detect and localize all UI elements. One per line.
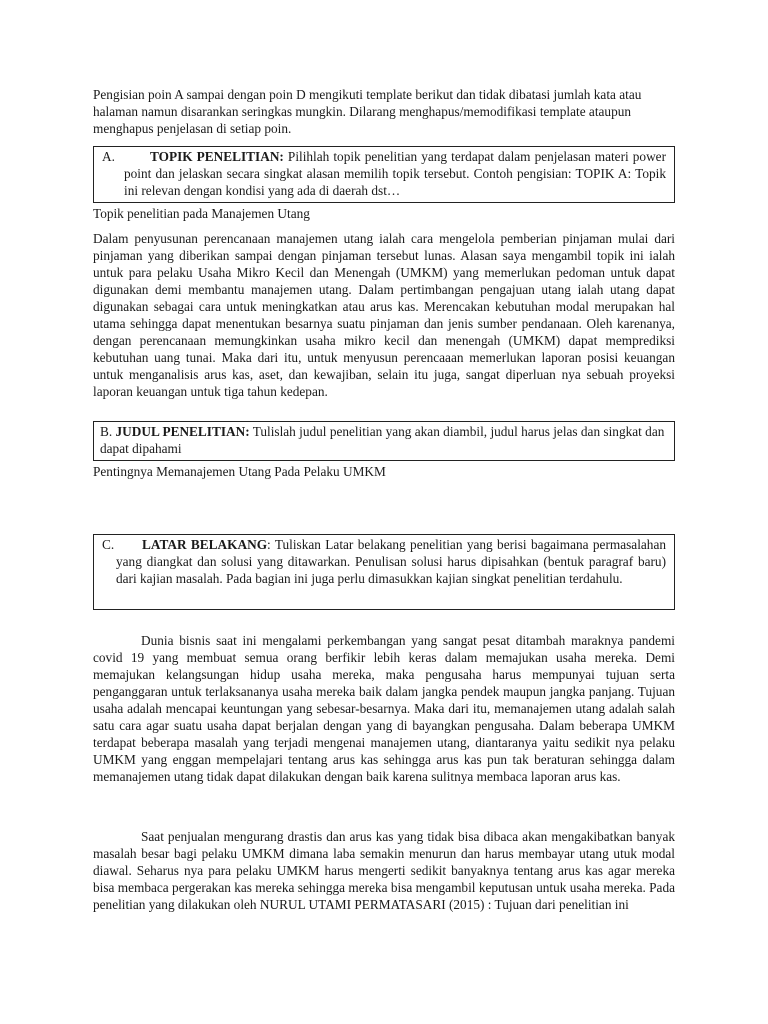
- section-b-box: [93, 421, 675, 461]
- section-b-letter: B.: [100, 424, 113, 439]
- section-c-letter: C.: [102, 537, 115, 552]
- section-a-instruction: Pilihlah topik penelitian yang terdapat dalam penjelasan materi power point dan jelaskan secara singkat alasan memilih topik tersebut. Contoh pengisian: TOPIK A: Topik ini relevan dengan kondisi yang ada di daerah dst…: [124, 149, 666, 198]
- intro-paragraph: Pengisian poin A sampai dengan poin D mengikuti template berikut dan tidak dibatasi jumlah kata atau halaman namun disarankan seringkas mungkin. Dilarang menghapus/memodifikasi template ataupun menghapus penjelasan di setiap poin.: [93, 87, 642, 136]
- section-b-instruction: Tulislah judul penelitian yang akan diambil, judul harus jelas dan singkat dan dapat dipahami: [100, 424, 665, 456]
- section-a-answer-title: Topik penelitian pada Manajemen Utang: [93, 206, 310, 221]
- section-a-box: [93, 146, 675, 203]
- section-c-instruction: : Tuliskan Latar belakang penelitian yang berisi bagaimana permasalahan yang diangkat dan solusi yang ditawarkan. Penulisan solusi harus dipisahkan (bentuk paragraf baru) dari kajian masalah. Pada bagian ini juga perlu dimasukkan kajian singkat penelitian terdahulu.: [116, 537, 667, 586]
- section-a-answer-body: Dalam penyusunan perencanaan manajemen utang ialah cara mengelola pemberian pinjaman mulai dari pinjaman yang diberikan sampai dengan pinjaman tersebut lunas. Alasan saya mengambil topik ini ialah untuk para pelaku Usaha Mikro Kecil dan Menengah (UMKM) yang memerlukan pedoman untuk dapat digunakan demi membantu manajemen utang. Dalam pertimbangan pengajuan utang ialah utang dapat digunakan sebagai cara untuk meningkatkan atau arus kas. Merencakan kebutuhan modal merupakan hal utama sehingga dapat menentukan besarnya suatu pinjaman dan jenis sumber pendanaan. Oleh karenanya, dengan perencanaan memungkinkan usaha mikro kecil dan menengah (UMKM) dapat memprediksi kebutuhan uang tunai. Maka dari itu, untuk menyusun perencaaan memerlukan laporan posisi keuangan untuk menganalisis arus kas, aset, dan kewajiban, selain itu juga, sangat diperluan nya sebuah proyeksi laporan keuangan untuk tiga tahun kedepan.: [93, 231, 675, 399]
- section-c-paragraph-2: Saat penjualan mengurang drastis dan arus kas yang tidak bisa dibaca akan mengakibatkan banyak masalah besar bagi pelaku UMKM dimana laba semakin menurun dan harus membayar utang utuk modal diawal. Seharus nya para pelaku UMKM harus mengerti sedikit banyaknya tentang arus kas agar mereka bisa membaca pergerakan kas mereka sehingga mereka bisa mengambil keputusan untuk usaha mereka. Pada penelitian yang dilakukan oleh NURUL UTAMI PERMATASARI (2015) : Tujuan dari penelitian ini: [93, 829, 675, 912]
- section-c-heading: LATAR BELAKANG: [142, 537, 268, 552]
- section-a-letter: A.: [102, 149, 115, 164]
- section-a-heading: TOPIK PENELITIAN:: [150, 149, 284, 164]
- section-c-paragraph-1: Dunia bisnis saat ini mengalami perkembangan yang sangat pesat ditambah maraknya pandemi covid 19 yang membuat semua orang berfikir lebih keras dalam memajukan usaha mereka. Demi memajukan kelangsungan hidup usaha mereka, maka pengusaha harus mempunyai tujuan serta penganggaran untuk terlaksananya usaha mereka baik dalam jangka pendek maupun jangka panjang. Tujuan usaha adalah mencapai keuntungan yang sebesar-besarnya. Maka dari itu, memanajemen utang adalah salah satu cara agar suatu usaha dapat berjalan dengan yang di bayangkan pengusaha. Dalam beberapa UMKM terdapat beberapa masalah yang terjadi mengenai manajemen utang, diantaranya yaitu sedikit nya pelaku UMKM yang enggan mempelajari tentang arus kas sehingga arus kas pun tak beraturan sehingga dalam memanajemen utang tidak dapat dilakukan dengan baik karena sulitnya membaca laporan arus kas.: [93, 633, 675, 784]
- section-b-answer-title: Pentingnya Memanajemen Utang Pada Pelaku UMKM: [93, 464, 386, 479]
- section-b-heading: JUDUL PENELITIAN:: [115, 424, 250, 439]
- section-c-box: [93, 534, 675, 610]
